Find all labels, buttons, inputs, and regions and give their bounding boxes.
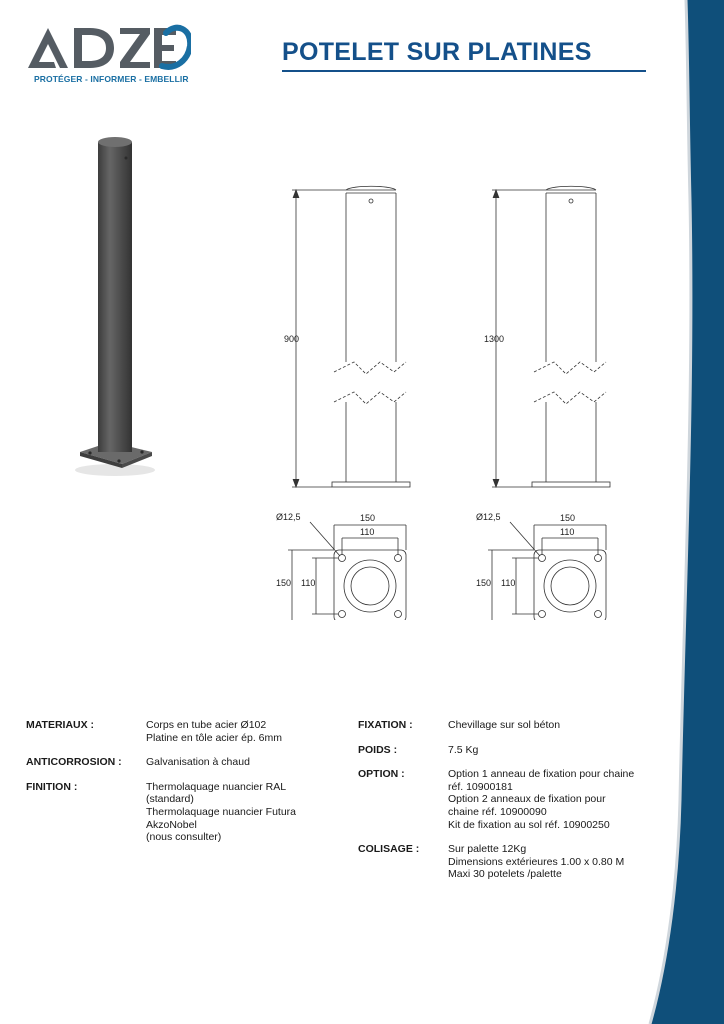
spec-label: OPTION : — [358, 768, 405, 781]
dim-hole-diameter-right: Ø12,5 — [476, 512, 501, 522]
spec-value: 7.5 Kg — [448, 743, 479, 756]
spec-value: chaine réf. 10900090 — [448, 805, 547, 818]
spec-fixation — [358, 719, 658, 732]
spec-label: ANTICORROSION : — [26, 756, 122, 769]
dim-height-900: 900 — [284, 334, 300, 344]
spec-value: Dimensions extérieures 1.00 x 0.80 M — [448, 855, 625, 868]
spec-value: Corps en tube acier Ø102 — [146, 719, 267, 731]
spec-value: Kit de fixation au sol réf. 10900250 — [448, 818, 610, 831]
spec-value: Platine en tôle acier ép. 6mm — [146, 731, 282, 744]
brand-logo — [26, 24, 196, 88]
spec-value: Galvanisation à chaud — [146, 756, 250, 769]
spec-value: (nous consulter) — [146, 831, 222, 844]
dim-height-1300: 1300 — [484, 334, 505, 344]
spec-value: Option 1 anneau de fixation pour chaine — [448, 768, 635, 781]
technical-drawing — [262, 180, 622, 620]
spec-colisage — [358, 843, 658, 881]
spec-value: Thermolaquage nuancier RAL — [146, 780, 287, 793]
spec-label: COLISAGE : — [358, 843, 420, 856]
dim-hole-spacing-vertical-left: 110 — [301, 578, 316, 588]
spec-value: Chevillage sur sol béton — [448, 719, 561, 731]
specs-right-column — [358, 719, 658, 893]
dim-plate-width-left: 150 — [360, 513, 376, 523]
dim-plate-height-right: 150 — [476, 578, 492, 588]
spec-value: Maxi 30 potelets /palette — [448, 868, 562, 881]
spec-value: Sur palette 12Kg — [448, 843, 527, 856]
dim-hole-spacing-vertical-right: 110 — [501, 578, 516, 588]
spec-value: Option 2 anneaux de fixation pour — [448, 793, 606, 806]
adzeo-logo-mark — [26, 24, 191, 74]
title-underline — [282, 70, 646, 72]
brand-tagline: PROTÉGER - INFORMER - EMBELLIR — [34, 74, 189, 84]
dim-hole-spacing-right: 110 — [560, 527, 575, 537]
spec-anticorrosion — [26, 756, 326, 769]
spec-poids — [358, 744, 658, 757]
spec-finition — [26, 781, 326, 844]
spec-label: FIXATION : — [358, 719, 413, 731]
spec-value: réf. 10900181 — [448, 780, 513, 793]
dim-hole-spacing-left: 110 — [360, 527, 375, 537]
spec-option — [358, 768, 658, 831]
page-title: POTELET SUR PLATINES — [282, 38, 592, 66]
bollard-product-image — [70, 130, 180, 480]
dim-plate-width-right: 150 — [560, 513, 576, 523]
spec-label: MATERIAUX : — [26, 719, 95, 731]
spec-label: FINITION : — [26, 780, 78, 793]
specs-left-column — [26, 719, 326, 856]
spec-materiaux — [26, 719, 326, 744]
spec-value: Thermolaquage nuancier Futura — [146, 805, 297, 818]
dim-hole-diameter-left: Ø12,5 — [276, 512, 301, 522]
dim-plate-height-left: 150 — [276, 578, 292, 588]
spec-value: (standard) — [146, 793, 194, 806]
spec-value: AkzoNobel — [146, 818, 197, 831]
spec-label: POIDS : — [358, 743, 398, 756]
